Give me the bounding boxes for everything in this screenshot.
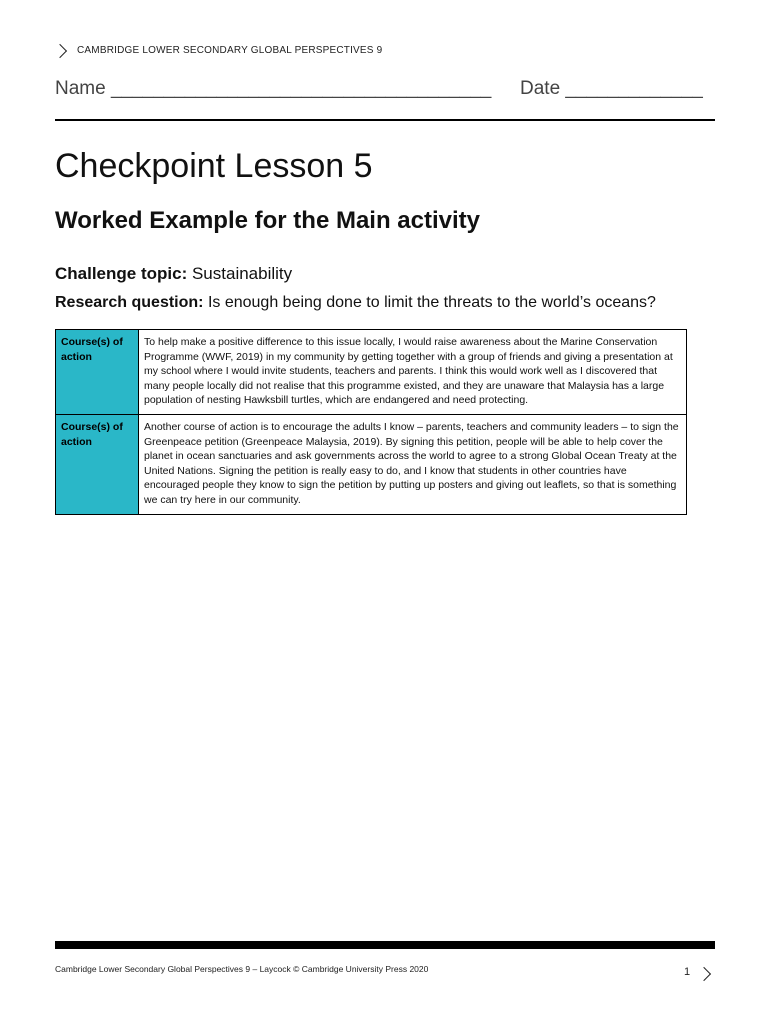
footer-divider [55,941,715,949]
table-row [56,414,687,514]
course-of-action-table [55,329,687,515]
challenge-value: Sustainability [191,264,293,283]
date-label: Date [520,78,561,99]
challenge-topic [55,264,292,284]
name-date-fields [55,78,715,100]
running-header [55,45,382,56]
name-rule: ____________________________________ [110,78,492,99]
name-field [55,78,491,99]
research-question [55,294,656,312]
row-text: To help make a positive difference to this issue locally, I would raise awareness about the Marine Conservation Programme (WWF, 2019) in my community by getting together with a group of friends and giving a presentation at my school where I would invite students, teachers and parents. I think this would work well as I discovered that many people locally did not realise that this programme existed, and they are unaware that Malaysia has a large population of nesting Hawksbill turtles, which are endangered and need protecting. [139,330,687,415]
research-label: Research question: [55,294,204,311]
row-text: Another course of action is to encourage the adults I know – parents, teachers and community leaders – to sign the Greenpeace petition (Greenpeace Malaysia, 2019). By signing this petition, people will be able to help cover the planet in ocean sanctuaries and ask governments across the world to agree to a strong Global Ocean Treaty at the United Nations. Signing the petition is really easy to do, and I know that students in other countries have encouraged people they know to sign the petition by putting up posters and giving out leaflets, so that is something we can try here in our community. [139,414,687,514]
lesson-subtitle: Worked Example for the Main activity [55,207,481,234]
page-number: 1 [684,966,691,978]
date-rule: _____________ [565,78,703,99]
header-divider [55,119,715,121]
lesson-title: Checkpoint Lesson 5 [55,147,373,185]
row-label: Course(s) of action [56,414,139,514]
row-label: Course(s) of action [56,330,139,415]
challenge-label: Challenge topic: [55,264,188,283]
date-field [520,78,703,100]
footer-copyright: Cambridge Lower Secondary Global Perspectives 9 – Laycock © Cambridge University Press 2020 [55,964,429,974]
table-row [56,330,687,415]
name-label: Name [55,78,106,99]
series-title: CAMBRIDGE LOWER SECONDARY GLOBAL PERSPECTIVES 9 [77,45,383,56]
research-value: Is enough being done to limit the threats to the world’s oceans? [207,294,656,311]
chevron-right-icon [53,43,67,57]
chevron-right-icon[interactable] [697,967,711,981]
